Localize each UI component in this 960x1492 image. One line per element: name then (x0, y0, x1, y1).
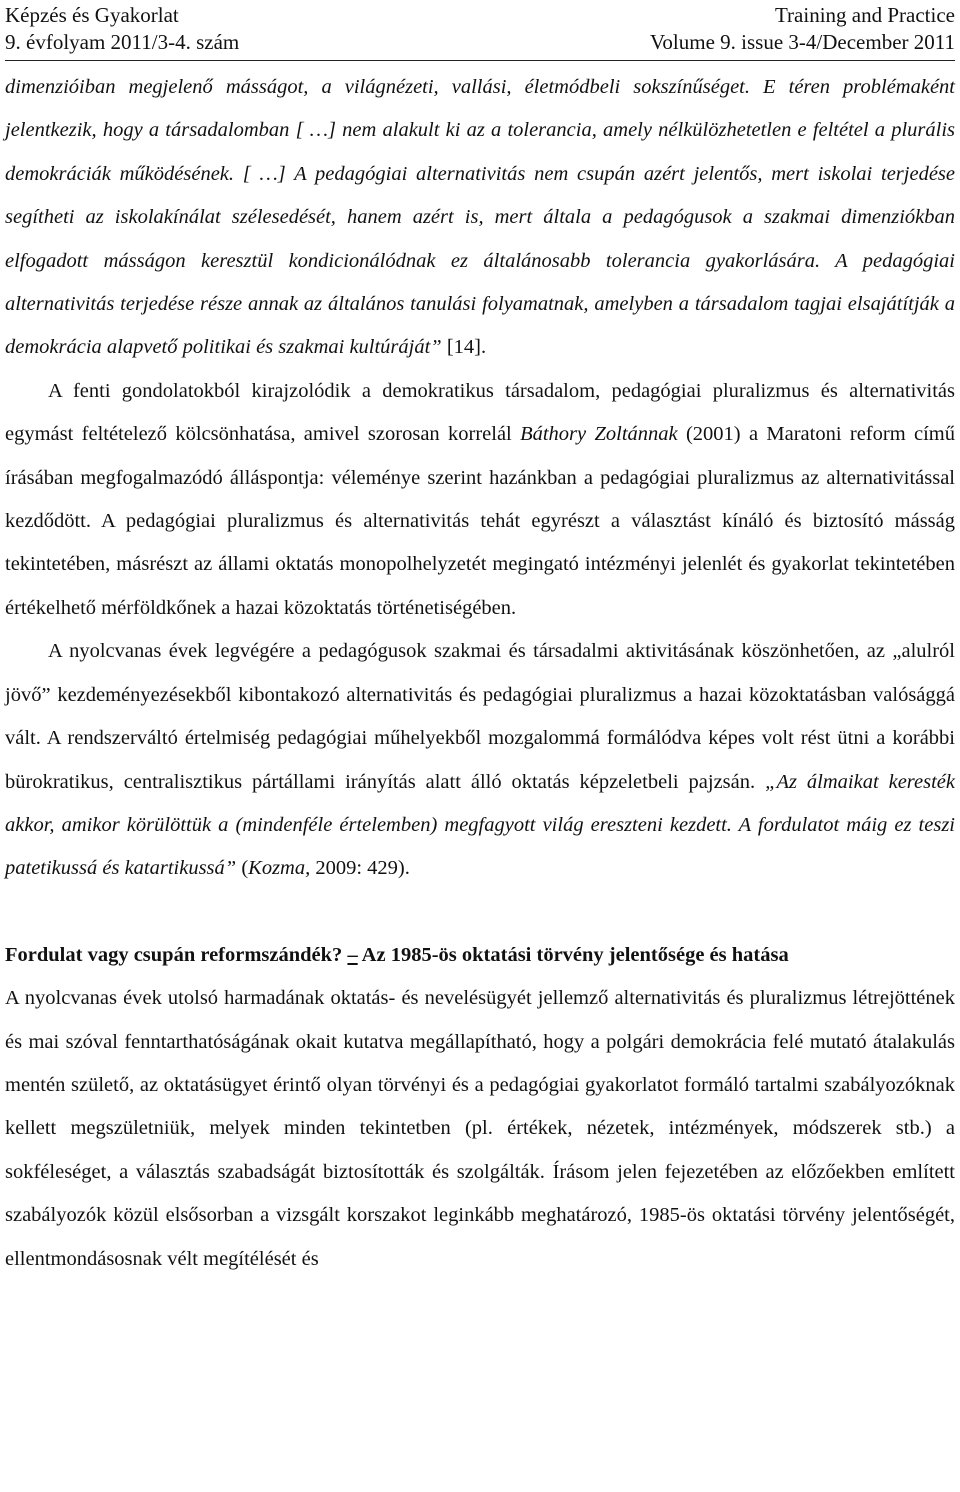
quote-text: dimenzióiban megjelenő másságot, a világnézeti, vallási, életmódbeli sokszínűséget. E téren problémaként jelentkezik, hogy a társadalomban [ …] nem alakult ki az a tolerancia, amely nélkülözhetetlen e feltétel a plurális demokráciák működésének. [ …] A pedagógiai alternativitás nem csupán azért jelentős, mert iskolai terjedése segítheti az iskolakínálat szélesedését, hanem azért is, mert általa a pedagógusok a szakmai dimenziókban elfogadott másságon keresztül kondicionálódnak ez általánosabb tolerancia gyakorlására. A pedagógiai alternativitás terjedése része annak az általános tanulási folyamatnak, amelyben a társadalom tagjai elsajátítják a demokrácia alapvető politikai és szakmai kultúráját” (5, 76, 955, 359)
paragraph-3-cite-rest: 2009: 429). (310, 857, 410, 880)
issue-hu: 9. évfolyam 2011/3-4. szám (5, 30, 240, 54)
section-heading-part1: Fordulat vagy csupán reformszándék? (5, 943, 343, 966)
paragraph-2-author: Báthory Zoltánnak (520, 423, 678, 446)
section-heading-dash: – (347, 943, 358, 966)
header-rule (5, 60, 955, 61)
page-header (0, 0, 960, 62)
issue-en: Volume 9. issue 3-4/December 2011 (649, 30, 955, 54)
paragraph-3-text-a: A nyolcvanas évek legvégére a pedagógusok szakmai és társadalmi aktivitásának köszönhetően, az „alulról jövő” kezdeményezésekből kibontakozó alternativitás és pedagógiai pluralizmus a hazai közoktatásban valósággá vált. A rendszerváltó értelmiség pedagógiai műhelyekből mozgalommá formálódva képes volt rést ütni a korábbi bürokratikus, centralisztikus pártállami irányítás alatt álló oktatás képzeletbeli pajzsán. (5, 640, 955, 793)
paragraph-2-text-a: A fenti gondolatokból kirajzolódik a demokratikus társadalom, pedagógiai pluralizmus és alternativitás egymást feltételező kölcsönhatása, amivel szorosan korrelál (5, 379, 955, 446)
paragraph-2 (5, 370, 955, 630)
page-body (5, 66, 955, 1281)
paragraph-3-cite-open: ( (236, 857, 249, 880)
journal-title-en: Training and Practice (774, 3, 955, 27)
paragraph-3 (5, 630, 955, 890)
journal-title-hu: Képzés és Gyakorlat (5, 3, 179, 27)
paragraph-2-text-b: (2001) a Maratoni reform című írásában megfogalmazódó álláspontja: véleménye szerint hazánkban a pedagógiai pluralizmus az alternativitással kezdődött. A pedagógiai pluralizmus és alternativitás tehát egyrészt a választást kínáló és biztosító másság tekintetében, másrészt az állami oktatás monopolhelyzetét megingató intézményi jelenlét és gyakorlat tekintetében értékelhető mérföldkőnek a hazai közoktatás történetiségében. (5, 423, 955, 619)
section-heading-part2: Az 1985-ös oktatási törvény jelentősége és hatása (357, 943, 789, 966)
quote-paragraph (5, 66, 955, 370)
section-heading (5, 934, 955, 977)
section-gap (5, 891, 955, 934)
section-paragraph: A nyolcvanas évek utolsó harmadának oktatás- és nevelésügyét jellemző alternativitás és pluralizmus létrejöttének és mai szóval fenntarthatóságának okait kutatva megállapítható, hogy a polgári demokrácia felé mutató átalakulás mentén születő, az oktatásügyet érintő olyan törvényi és a pedagógiai gyakorlatot formáló tartalmi szabályozóknak kellett megszületniük, melyek minden tekintetben (pl. értékek, nézetek, intézmények, módszerek stb.) a sokféleséget, a választás szabadságát biztosították és szolgálták. Írásom jelen fejezetében az előzőekben említett szabályozók közül elsősorban a vizsgált korszakot leginkább meghatározó, 1985-ös oktatási törvény jelentőségét, ellentmondásosnak vélt megítélését és (5, 987, 955, 1270)
paragraph-3-quote: „Az álmaikat keresték akkor, amikor körülöttük a (mindenféle értelemben) megfagyott világ ereszteni kezdett. A fordulatot máig ez teszi patetikussá és katartikussá” (5, 770, 955, 880)
paragraph-3-cite-author: Kozma, (248, 857, 311, 880)
quote-reference: [14]. (441, 336, 487, 359)
